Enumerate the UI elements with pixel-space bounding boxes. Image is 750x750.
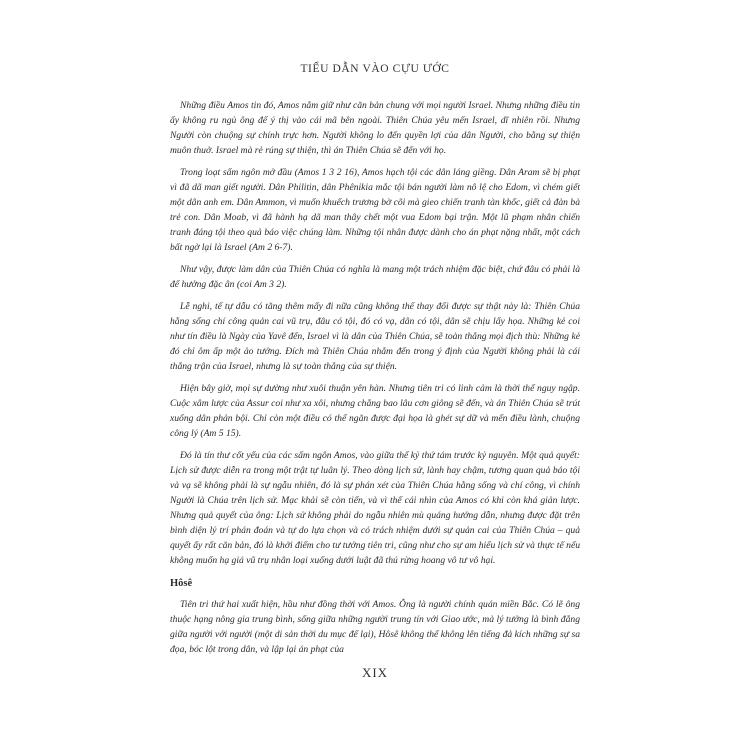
paragraph-3: Như vậy, được làm dân của Thiên Chúa có nghĩa là mang một trách nhiệm đặc biệt, chứ đâu có phải là để hưởng đặc ân (coi Am 3 2).: [170, 264, 580, 290]
page-number: XIX: [361, 665, 389, 680]
paragraph-1: Những điều Amos tin đó, Amos nắm giữ như căn bản chung với mọi người Israel. Nhưng những điều tin ấy không ru ngủ ông để ý thị vào cái mã bên ngoài. Thiên Chúa yêu mến Israel, dĩ nhiên rồi. Nhưng Người còn chuộng sự chính trực hơn. Người không lo đến quyền lợi của dân Người, cho bằng sự thiện muôn thuở. Israel mà rẻ rúng sự thiện, thì án Thiên Chúa sẽ đến với họ.: [170, 100, 580, 156]
paragraph-5: Hiện bây giờ, mọi sự dường như xuôi thuận yên hàn. Nhưng tiên tri có linh cảm là thời thế nguy ngập. Cuộc xâm lược của Assur coi như xa xôi, nhưng chẳng bao lâu cơn giông sẽ đến, và án Thiên Chúa sẽ trút xuống dân phản bội. Chỉ còn một điều có thể ngăn được đại họa là ghét sự dữ và mến điều lành, chuộng công lý (Am 5 15).: [170, 383, 580, 439]
paragraph-4: Lễ nghi, tế tự dẫu có tăng thêm mấy đi nữa cũng không thể thay đổi được sự thật này là: Thiên Chúa hằng sống chí công quản cai vũ trụ, đâu có tội, đó có vạ, dân có tội, dân sẽ chịu lấy họa. Những kẻ coi như tín điều là Ngày của Yavê đến, Israel vì là dân của Thiên Chúa, sẽ toàn thắng mọi địch thù: Những kẻ đó chỉ ôm ấp một ảo tưởng. Đích mà Thiên Chúa nhắm đến trong ý định của Người không phải là cái thắng trận của Israel, nhưng là sự toàn thắng của sự thiện.: [170, 301, 580, 372]
paragraph-2: Trong loạt sấm ngôn mở đầu (Amos 1 3 2 16), Amos hạch tội các dân láng giềng. Dân Aram sẽ bị phạt vì đã dã man giết người. Dân Philitin, dân Phênikia mắc tội bán người làm nô lệ cho Edom, vì chém giết một dân anh em. Dân Ammon, vì muốn khuếch trương bờ cõi mà gieo chiến tranh tàn khốc, giết cả đàn bà trẻ con. Dân Moab, vì đã hành hạ dã man thây chết một vua Edom bại trận. Một lũ phạm nhân chiến tranh đáng tội theo quả báo việc chúng làm. Những tội nhân được dành cho án phạt nặng nhất, một cách bất ngờ lại là Israel (Am 2 6-7).: [170, 167, 580, 253]
main-text: [170, 98, 580, 664]
paragraph-6: Đó là tín thư cốt yếu của các sấm ngôn Amos, vào giữa thế kỷ thứ tám trước kỷ nguyên. Một quả quyết: Lịch sử được diễn ra trong một trật tự luân lý. Theo dòng lịch sử, lành hay chậm, tương quan quả báo tội và vạ sẽ không phải là sự ngẫu nhiên, đó là sự phán xét của Thiên Chúa hằng sống và chí công, vì chính Người là Chúa trên lịch sử. Mạc khải sẽ còn tiến, và vì thế cái nhìn của Amos có khi còn khá giản lược. Nhưng quả quyết của ông: Lịch sử không phải do ngẫu nhiên mù quáng hướng dẫn, nhưng được đặt trên bình diện lý trí phán đoán và tự do lựa chọn và có trách nhiệm dưới sự quản cai của Thiên Chúa – quả quyết ấy rất căn bản, đó là khởi điểm cho tư tưởng tiên tri, cũng như cho sự am hiểu lịch sử và thực tế nếu không muốn hạ giá vũ trụ nhân loại xuống dưới luật đã thú rừng hoang vô tư vô hại.: [170, 450, 580, 566]
running-header: TIỂU DẪN VÀO CỰU ƯỚC: [300, 63, 450, 75]
paragraph-hosea: Tiên tri thứ hai xuất hiện, hầu như đồng thời với Amos. Ông là người chính quán miền Bắc. Có lẽ ông thuộc hạng nông gia trung bình, sống giữa những người trung tín với Giao ước, mà lý tưởng là bình đẳng giữa người với người (một di sản thời du mục để lại), Hôsê không thể không lên tiếng đả kích những sự sa đọa, bóc lột trong dân, và lập lại án phạt của: [170, 599, 580, 655]
section-heading-hosea: Hôsê: [170, 578, 193, 589]
